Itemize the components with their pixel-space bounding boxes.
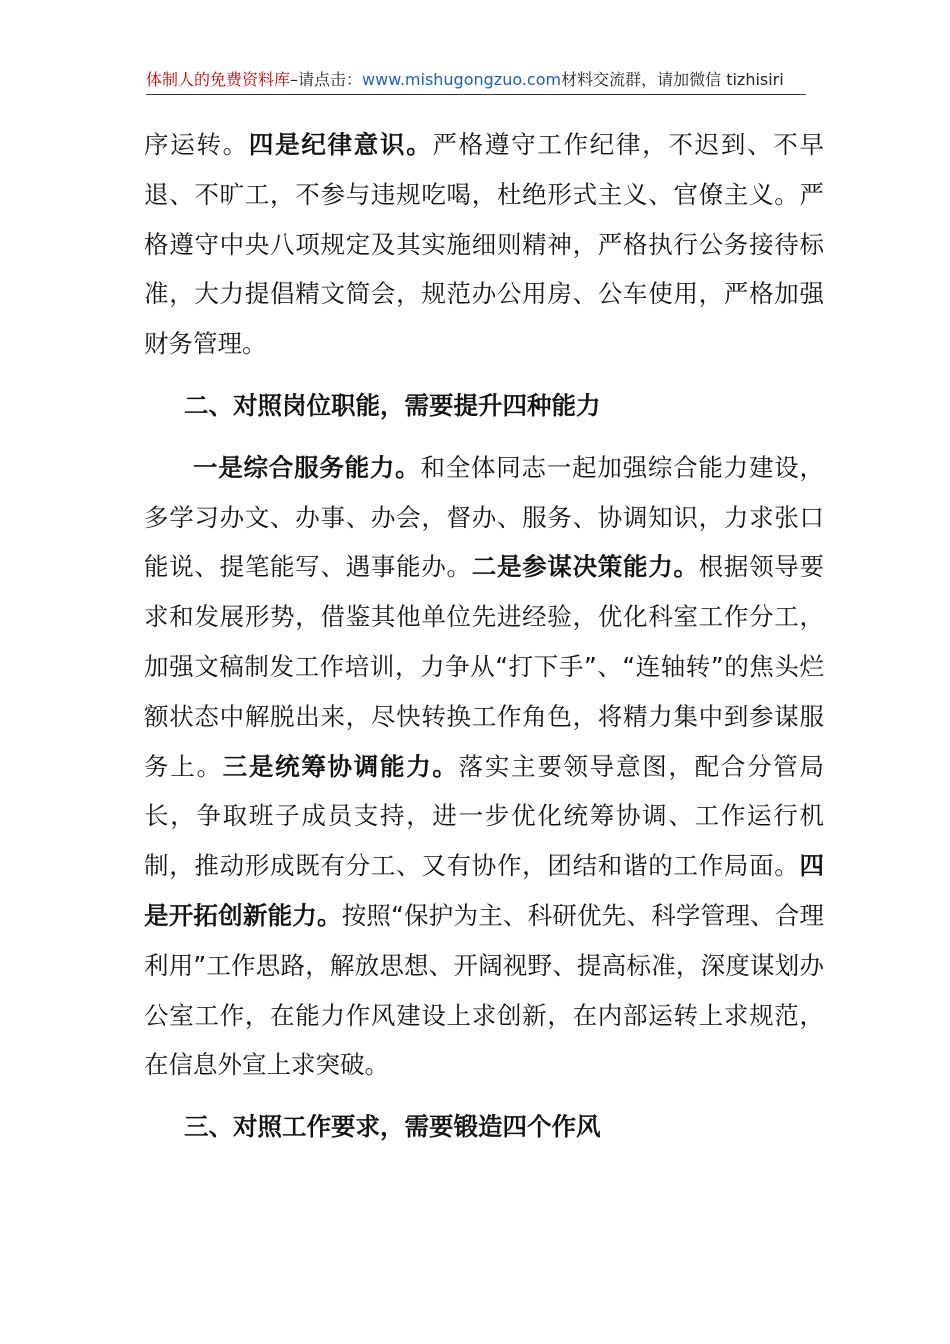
header-url-link[interactable]: www.mishugongzuo.com: [362, 70, 562, 89]
header-click-text: –请点击：: [290, 70, 363, 89]
paragraph-abilities: [144, 443, 824, 1090]
section-heading-3: 三、对照工作要求，需要锻造四个作风: [184, 1112, 601, 1142]
paragraph-text: 落实主要领导意图，配合分管局长，争取班子成员支持，进一步优化统筹协调、工作运行机制，推动形成既有分工、又有协作，团结和谐的工作局面。: [144, 751, 825, 881]
header-contact-text: 材料交流群，请加微信 tizhisiri: [561, 70, 784, 89]
spacer: [144, 1090, 824, 1102]
paragraph-bold-lead: 四是开拓创新能力。: [144, 851, 824, 930]
paragraph-bold-lead: 二是参谋决策能力。: [471, 552, 699, 582]
section-heading-2: 二、对照岗位职能，需要提升四种能力: [184, 390, 601, 420]
paragraph-text: 和全体同志一起加强综合能力建设，多学习办文、办事、办会，督办、服务、协调知识，力求张口能说、提笔能写、遇事能办。: [144, 452, 824, 582]
spacer: [144, 431, 824, 443]
paragraph-text: 按照“保护为主、科研优先、科学管理、合理利用”工作思路，解放思想、开阔视野、提高标准，深度谋划办公室工作，在能力作风建设上求创新，在内部运转上求规范，在信息外宣上求突破。: [144, 900, 824, 1080]
paragraph-text: 序运转。: [144, 130, 249, 159]
paragraph-bold-lead: 三是统筹协调能力。: [222, 751, 459, 781]
document-body: [144, 120, 824, 1152]
paragraph-bold-lead: 一是综合服务能力。: [193, 452, 421, 482]
paragraph-discipline: [144, 120, 824, 369]
spacer: [144, 369, 824, 381]
page-header: [146, 68, 806, 95]
paragraph-text: 根据领导要求和发展形势，借鉴其他单位先进经验，优化科室工作分工，加强文稿制发工作培训，力争从“打下手”、“连轴转”的焦头烂额状态中解脱出来，尽快转换工作角色，将精力集中到参谋服务上。: [144, 552, 825, 781]
header-brand: 体制人的免费资料库: [146, 70, 291, 89]
paragraph-bold-lead: 四是纪律意识。: [248, 130, 433, 159]
paragraph-text: 严格遵守工作纪律，不迟到、不早退、不旷工，不参与违规吃喝，杜绝形式主义、官僚主义。严格遵守中央八项规定及其实施细则精神，严格执行公务接待标准，大力提倡精文简会，规范办公用房、公车使用，严格加强财务管理。: [144, 130, 825, 359]
